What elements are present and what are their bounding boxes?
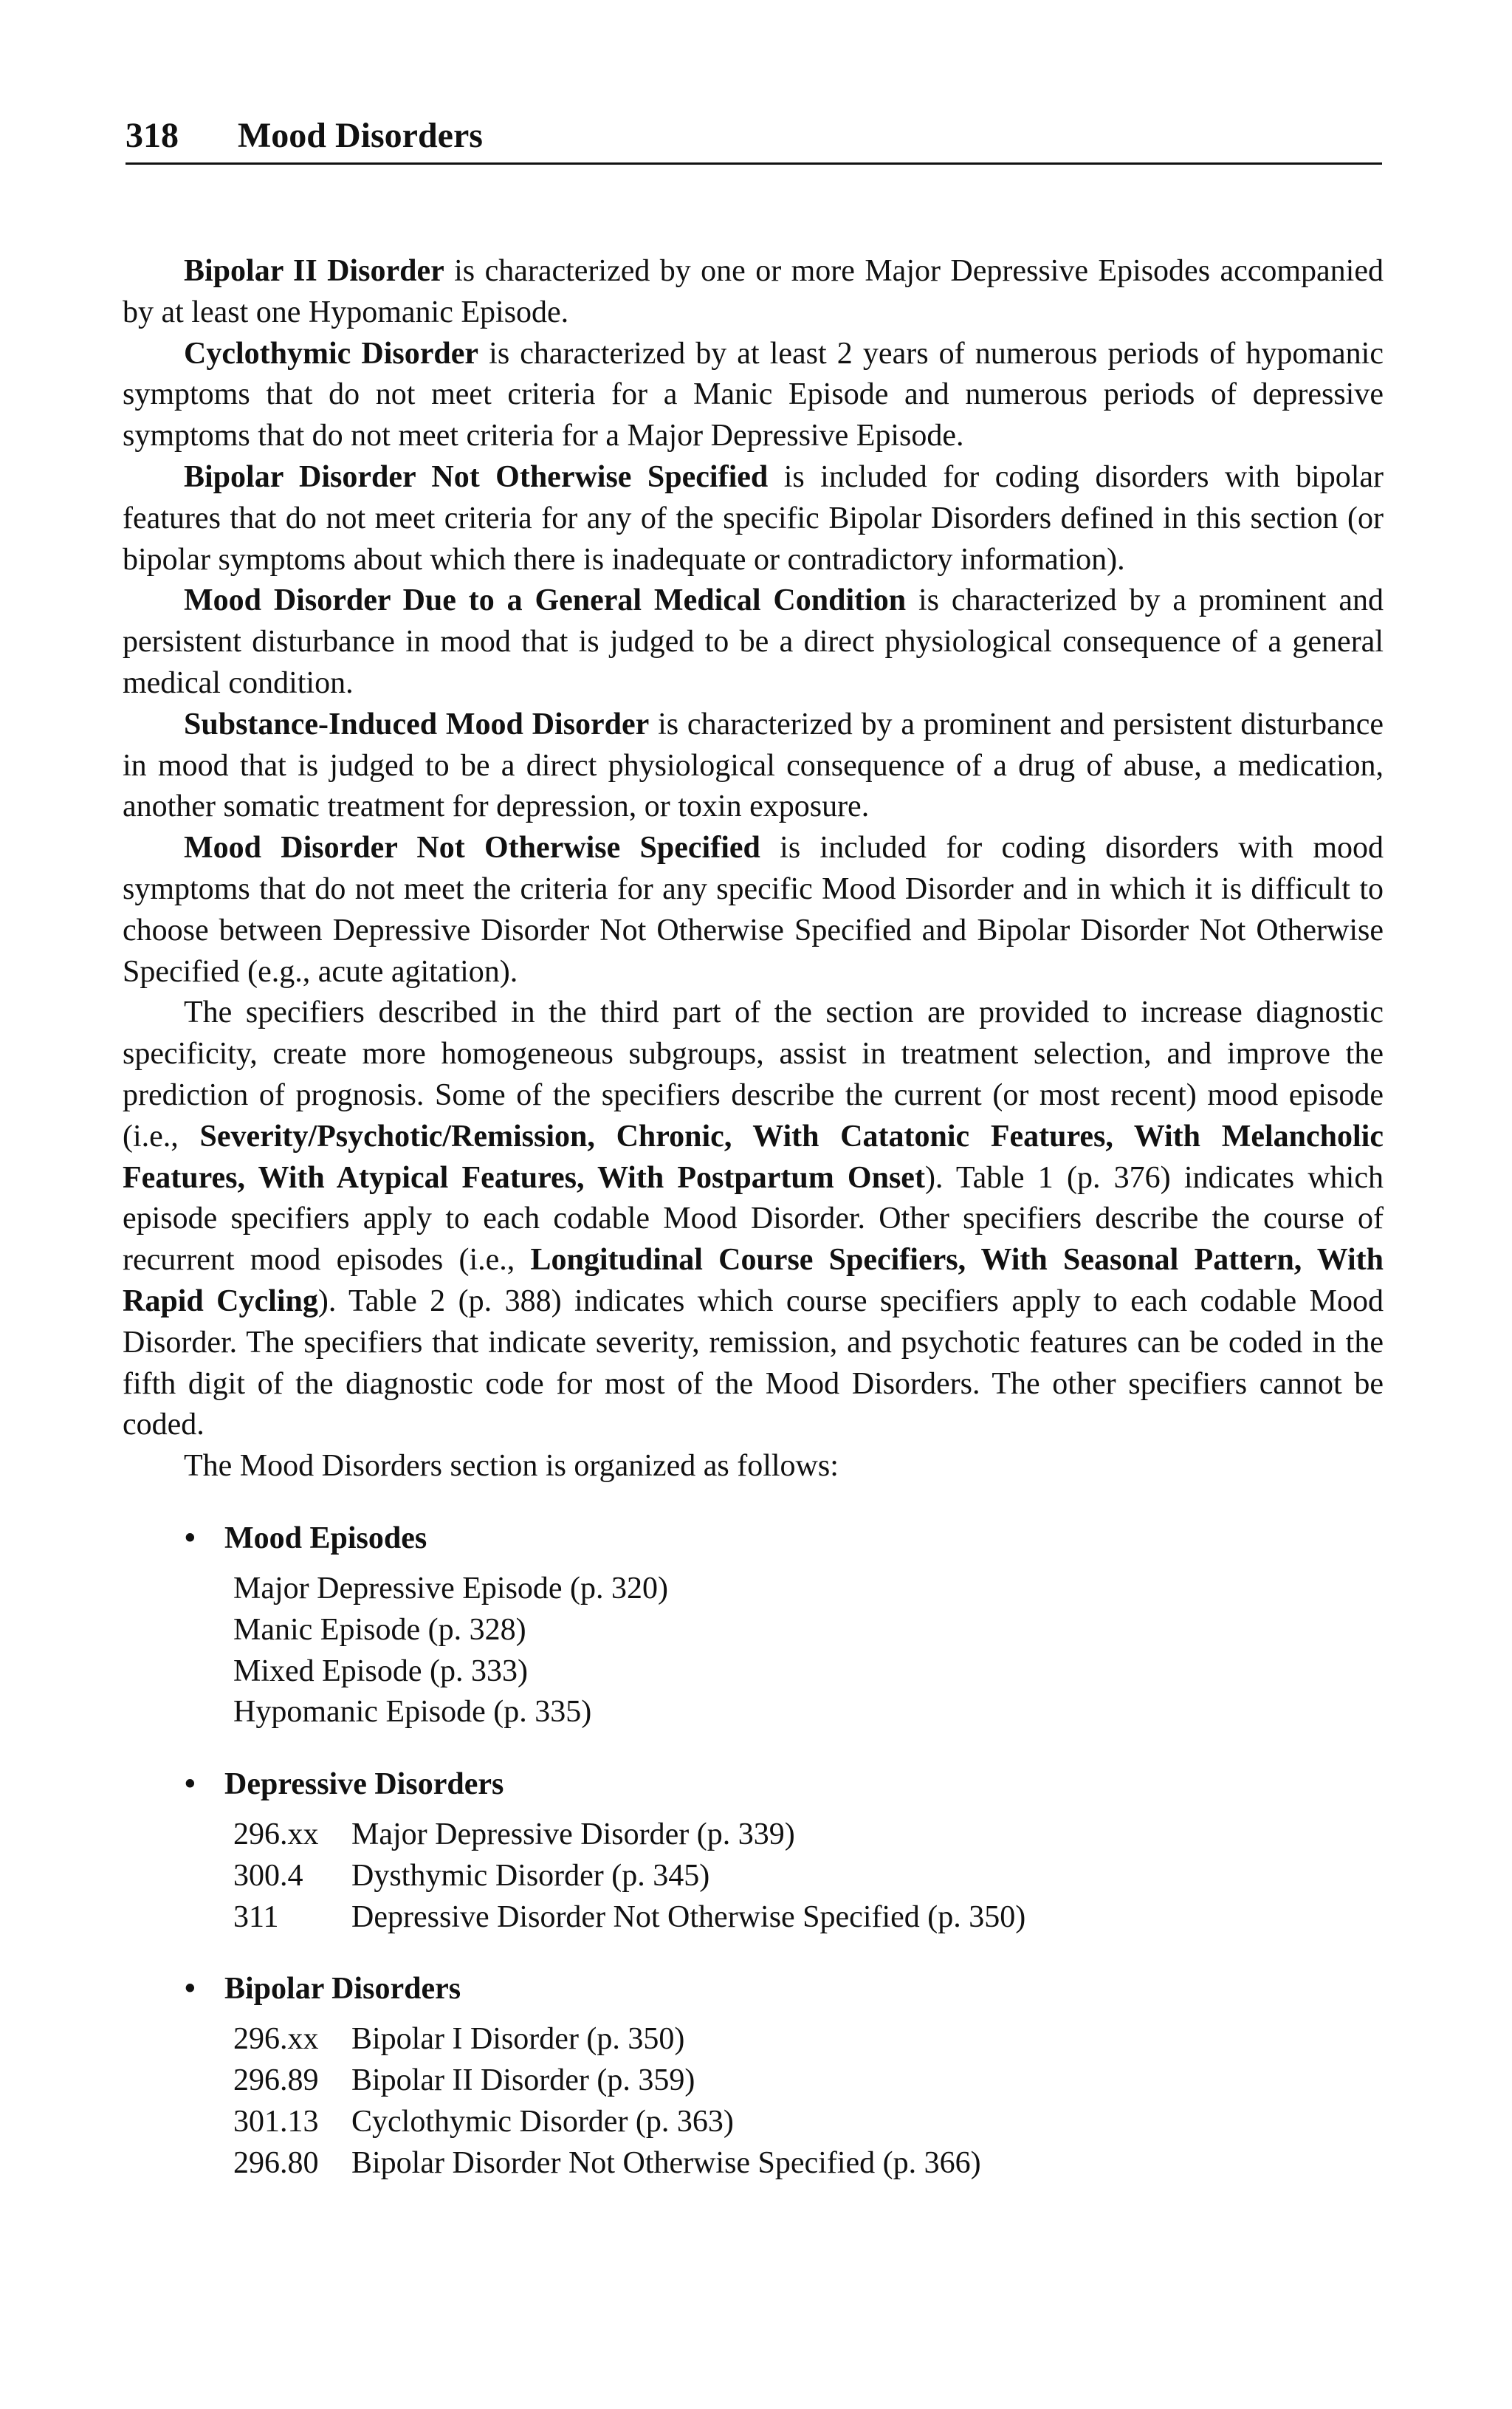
paragraph-mood-nos [123,828,1384,993]
list-item: Major Depressive Episode (p. 320) [233,1571,669,1606]
diagnostic-code: 301.13 [233,2105,319,2139]
diagnostic-code: 300.4 [233,1858,303,1893]
list-item: Hypomanic Episode (p. 335) [233,1695,592,1730]
list-item: Mixed Episode (p. 333) [233,1654,528,1688]
bullet-icon: • [185,1972,196,2007]
text-bipolar-ii: is characterized by one or more Major Depressive Episodes accompanied by at least one Hypomanic Episode. [123,254,1384,329]
list-item [233,2102,1384,2143]
section-bipolar-disorders [123,1967,1384,2184]
section-heading [123,1967,1384,2010]
list-item [233,2019,1384,2060]
paragraph-substance [123,705,1384,828]
text-cyclothymic: is characterized by at least 2 years of numerous periods of hypomanic symptoms that do not meet criteria for a Manic Episode and numerous periods of depressive symptoms that do not meet criteria for a Major Depressive Episode. [123,336,1384,453]
diagnostic-code: 296.89 [233,2063,319,2098]
term-bipolar-ii: Bipolar II Disorder [184,254,444,288]
page-body [123,251,1384,2184]
paragraph-organized: The Mood Disorders section is organized as follows: [184,1449,839,1484]
page-number: 318 [126,116,179,155]
paragraph-bipolar-nos [123,457,1384,580]
list-item [233,1815,1384,1856]
text-mood-nos: is included for coding disorders with mood symptoms that do not meet the criteria for any specific Mood Disorder and in which it is difficult to choose between Depressive Disorder Not Otherwise Specified and Bipolar Disorder Not Otherwise Specified (e.g., acute agitation). [123,831,1384,989]
diagnostic-code: 296.80 [233,2145,319,2180]
term-mood-nos: Mood Disorder Not Otherwise Specified [184,831,760,866]
item-label: Bipolar Disorder Not Otherwise Specified (p. 366) [351,2145,981,2180]
term-bipolar-nos: Bipolar Disorder Not Otherwise Specified [184,459,769,494]
paragraph-bipolar-ii [123,251,1384,334]
page-header [126,111,1382,165]
section-title: Bipolar Disorders [224,1972,461,2007]
item-label: Bipolar II Disorder (p. 359) [351,2063,695,2098]
text-gmc: is characterized by a prominent and persistent disturbance in mood that is judged to be a direct physiological consequence of a general medical condition. [123,583,1384,700]
list-item [233,2143,1384,2184]
section-title: Depressive Disorders [224,1767,504,1802]
specifiers-text-1: The specifiers described in the third part of the section are provided to increase diagnostic specificity, create more homogeneous subgroups, assist in treatment selection, and improve the prediction of prognosis. Some of the specifiers describe the current (or most recent) mood episode (i.e., [123,996,1384,1154]
specifiers-text-2: ). Table 1 (p. 376) indicates which episode specifiers apply to each codable Mood Disorder. Other specifiers describe the course of recurrent mood episodes (i.e., [123,1160,1384,1278]
section-list [123,2019,1384,2184]
paragraph-cyclothymic [123,334,1384,457]
specifiers-text-3: ). Table 2 (p. 388) indicates which course specifiers apply to each codable Mood Disorder. The specifiers that indicate severity, remission, and psychotic features can be coded in the fifth digit of the diagnostic code for most of the Mood Disorders. The other specifiers cannot be coded. [123,1284,1384,1442]
paragraph-specifiers [123,993,1384,1446]
specifiers-bold-2: Longitudinal Course Specifiers, With Seasonal Pattern, With Rapid Cycling [123,1243,1384,1318]
text-bipolar-nos: is included for coding disorders with bipolar features that do not meet criteria for any of the specific Bipolar Disorders defined in this section (or bipolar symptoms about which there is inadequate or contradictory information). [123,459,1384,577]
term-cyclothymic: Cyclothymic Disorder [184,336,479,371]
item-label: Dysthymic Disorder (p. 345) [351,1858,710,1893]
term-gmc: Mood Disorder Due to a General Medical Condition [184,583,907,618]
section-list [123,1815,1384,1938]
item-label: Bipolar I Disorder (p. 350) [351,2022,685,2057]
item-label: Cyclothymic Disorder (p. 363) [351,2105,734,2139]
bullet-icon: • [185,1767,196,1802]
list-item [233,1856,1384,1897]
section-title: Mood Episodes [224,1521,427,1555]
term-substance: Substance-Induced Mood Disorder [184,707,650,741]
list-item: Manic Episode (p. 328) [233,1612,526,1647]
section-depressive-disorders [123,1763,1384,1938]
text-substance: is characterized by a prominent and persistent disturbance in mood that is judged to be a direct physiological consequence of a drug of abuse, a medication, another somatic treatment for depression, or toxin exposure. [123,707,1384,824]
paragraph-gmc [123,580,1384,704]
diagnostic-code: 311 [233,1899,279,1934]
diagnostic-code: 296.xx [233,2022,319,2057]
bullet-icon: • [185,1521,196,1555]
section-heading [123,1517,1384,1560]
section-heading [123,1763,1384,1806]
item-label: Depressive Disorder Not Otherwise Specified (p. 350) [351,1899,1026,1934]
item-label: Major Depressive Disorder (p. 339) [351,1817,795,1852]
list-item [233,1897,1384,1939]
diagnostic-code: 296.xx [233,1817,319,1852]
specifiers-bold-1: Severity/Psychotic/Remission, Chronic, With Catatonic Features, With Melancholic Features, With Atypical Features, With Postpartum Onset [123,1119,1384,1195]
list-item [233,2060,1384,2102]
running-title: Mood Disorders [238,116,483,155]
section-mood-episodes [123,1517,1384,1733]
section-list [123,1569,1384,1733]
